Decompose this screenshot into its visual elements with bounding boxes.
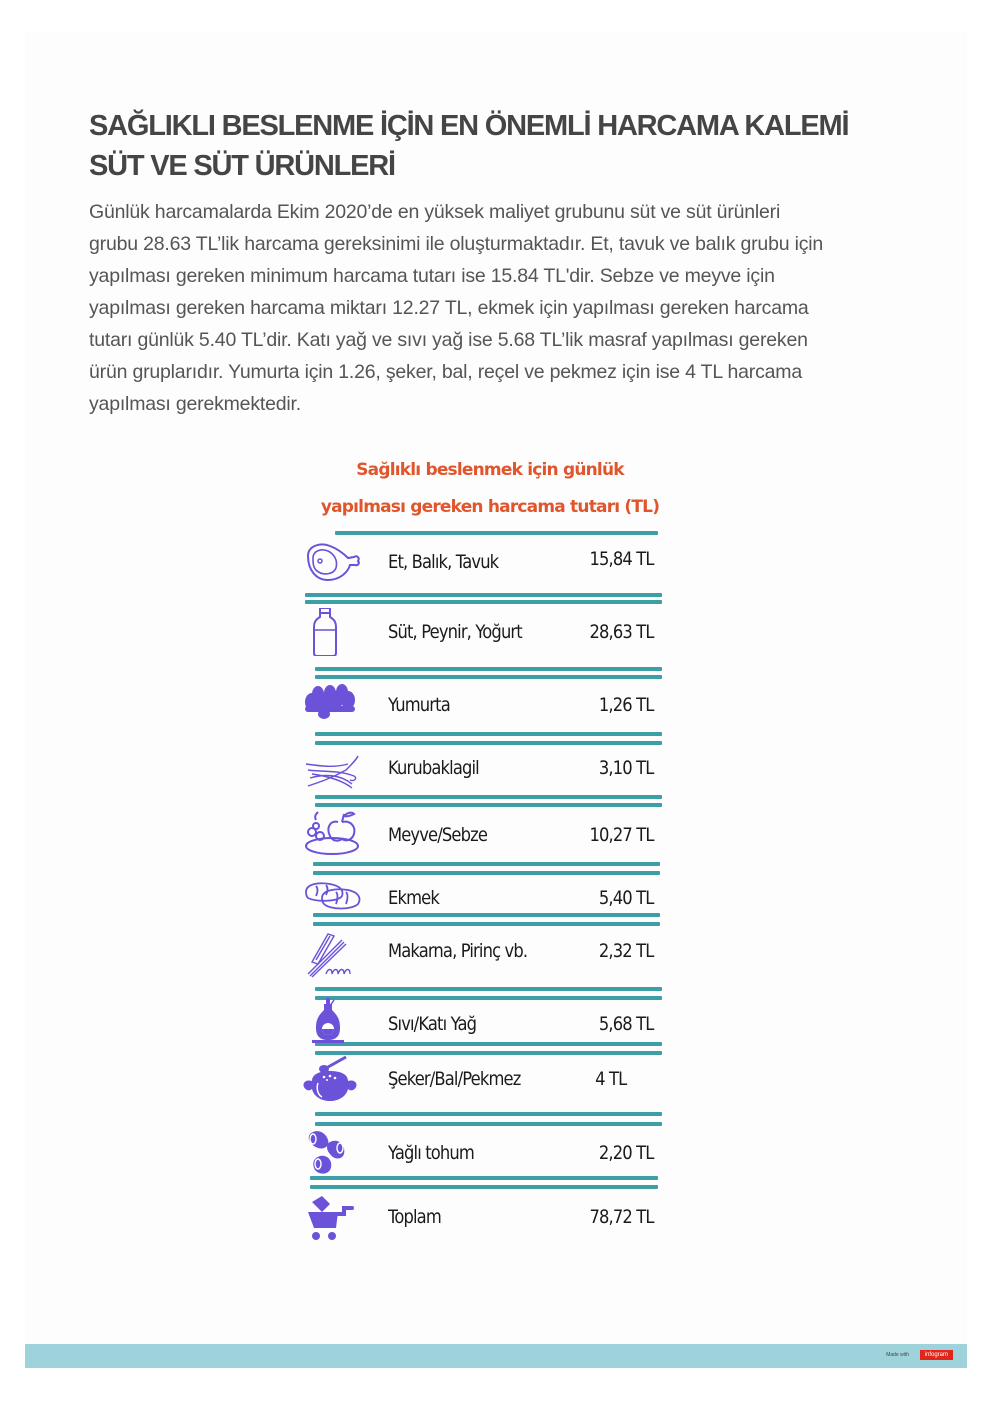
- intro-line: Günlük harcamalarda Ekim 2020’de en yüksek maliyet grubunu süt ve süt ürünleri: [89, 201, 781, 223]
- title-line-2: SÜT VE SÜT ÜRÜNLERİ: [89, 150, 395, 182]
- row-divider: [315, 675, 662, 679]
- row-divider: [315, 732, 662, 736]
- row-label: Sıvı/Katı Yağ: [388, 1013, 477, 1035]
- row-value: 1,26 TL: [599, 694, 654, 716]
- row-value: 78,72 TL: [589, 1206, 654, 1228]
- footer-made-with: Made with: [886, 1352, 909, 1358]
- row-divider: [315, 1122, 662, 1126]
- intro-line: grubu 28.63 TL’lik harcama gereksinimi ile oluşturmaktadır. Et, tavuk ve balık grubu için: [89, 233, 824, 255]
- chart-title-line-1: Sağlıklı beslenmek için günlük: [356, 460, 624, 480]
- row-divider: [315, 996, 662, 1000]
- row-label: Süt, Peynir, Yoğurt: [388, 621, 522, 643]
- row-divider: [335, 531, 658, 535]
- shopping-cart-icon: [302, 1194, 362, 1242]
- nuts-icon: [302, 1128, 362, 1176]
- row-value: 15,84 TL: [589, 548, 654, 570]
- chart-title: [290, 452, 690, 526]
- row-label: Yumurta: [388, 694, 450, 716]
- row-label: Kurubaklagil: [388, 757, 479, 779]
- row-label: Makarna, Pirinç vb.: [388, 940, 528, 962]
- row-divider: [310, 1185, 658, 1189]
- footer-bar: [25, 1344, 967, 1368]
- row-label: Şeker/Bal/Pekmez: [388, 1068, 521, 1090]
- intro-line: yapılması gereken minimum harcama tutarı ise 15.84 TL'dir. Sebze ve meyve için: [89, 265, 775, 287]
- milk-bottle-icon: [302, 608, 362, 656]
- row-value: 5,40 TL: [599, 887, 654, 909]
- row-divider: [315, 667, 662, 671]
- row-label: Ekmek: [388, 887, 439, 909]
- oil-bottle-icon: [302, 998, 362, 1046]
- row-label: Meyve/Sebze: [388, 824, 488, 846]
- row-divider: [313, 871, 660, 875]
- row-divider: [315, 795, 662, 799]
- page-title: [89, 106, 909, 186]
- meat-icon: [302, 538, 362, 586]
- chart-title-line-2: yapılması gereken harcama tutarı (TL): [320, 497, 660, 517]
- pasta-icon: [302, 930, 362, 978]
- bread-icon: [302, 876, 362, 924]
- intro-line: tutarı günlük 5.40 TL’dir. Katı yağ ve sıvı yağ ise 5.68 TL’lik masraf yapılması gereken: [89, 329, 808, 351]
- title-line-1: SAĞLIKLI BESLENME İÇİN EN ÖNEMLİ HARCAMA KALEMİ: [89, 110, 849, 142]
- row-divider: [313, 862, 660, 866]
- infogram-badge[interactable]: infogram: [920, 1350, 953, 1360]
- legumes-icon: [302, 752, 362, 800]
- row-divider: [305, 593, 662, 597]
- row-divider: [315, 1051, 662, 1055]
- row-value: 2,20 TL: [599, 1142, 654, 1164]
- row-value: 5,68 TL: [599, 1013, 654, 1035]
- intro-line: ürün gruplarıdır. Yumurta için 1.26, şeker, bal, reçel ve pekmez için ise 4 TL harcama: [89, 361, 802, 383]
- eggs-icon: [302, 680, 362, 728]
- row-divider: [315, 987, 662, 991]
- row-divider: [315, 1112, 662, 1116]
- intro-paragraph: [89, 196, 909, 420]
- row-value: 2,32 TL: [599, 940, 654, 962]
- row-divider: [310, 1176, 658, 1180]
- row-label: Toplam: [388, 1206, 441, 1228]
- sugar-bowl-icon: [302, 1053, 362, 1101]
- row-divider: [315, 1042, 662, 1046]
- row-value: 3,10 TL: [599, 757, 654, 779]
- row-value: 28,63 TL: [589, 621, 654, 643]
- row-label: Yağlı tohum: [388, 1142, 474, 1164]
- row-divider: [315, 803, 662, 807]
- row-value: 4 TL: [594, 1068, 626, 1090]
- row-divider: [313, 913, 660, 917]
- row-divider: [305, 600, 662, 604]
- intro-line: yapılması gerekmektedir.: [89, 393, 301, 415]
- row-divider: [315, 741, 662, 745]
- row-label: Et, Balık, Tavuk: [388, 551, 499, 573]
- row-value: 10,27 TL: [589, 824, 654, 846]
- fruit-vegetable-icon: [302, 808, 362, 856]
- intro-line: yapılması gereken harcama miktarı 12.27 TL, ekmek için yapılması gereken harcama: [89, 297, 809, 319]
- row-divider: [313, 922, 660, 926]
